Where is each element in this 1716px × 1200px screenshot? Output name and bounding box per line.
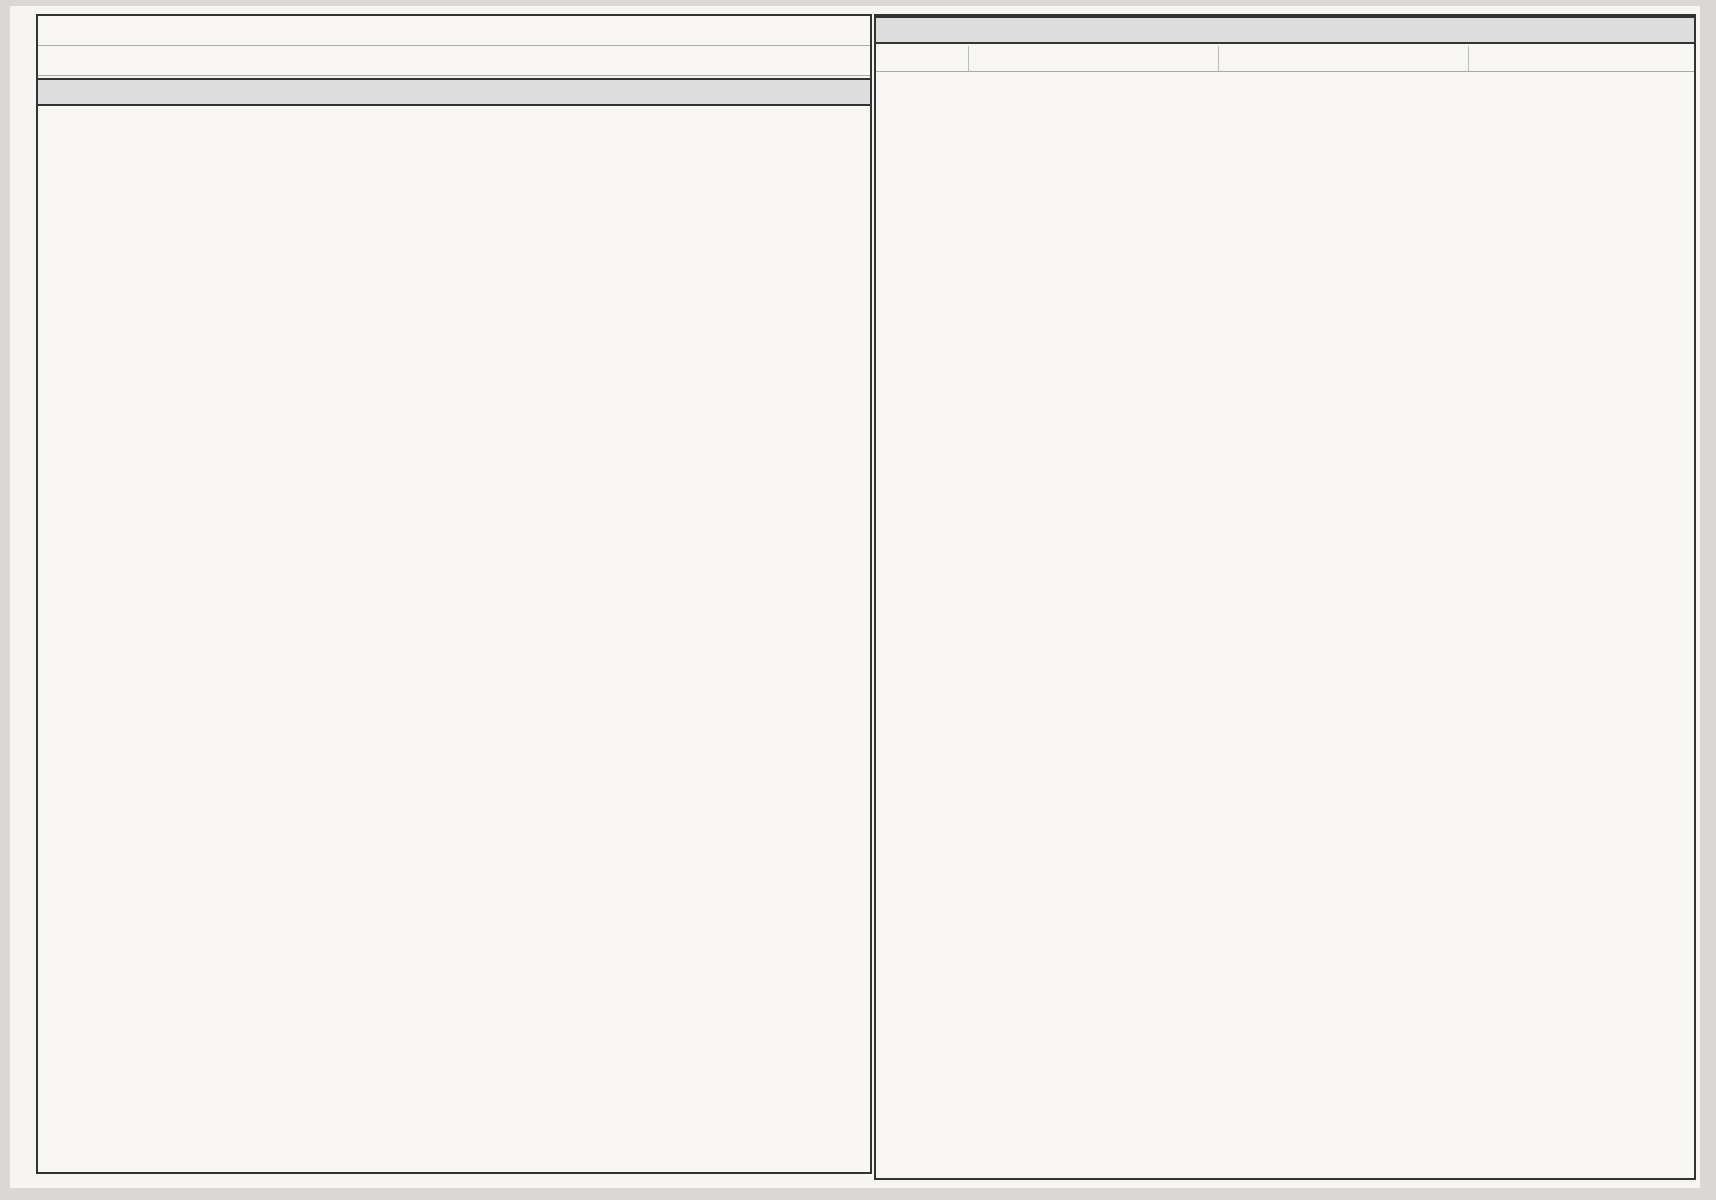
- detail-col-header: [876, 46, 1694, 72]
- col-status: [1218, 46, 1468, 71]
- col-device: [876, 46, 968, 71]
- col-item: [968, 46, 1218, 71]
- left-panel: [36, 14, 872, 1174]
- document-sheet: [10, 6, 1700, 1188]
- doc-number-row: [38, 46, 870, 76]
- col-price: [1468, 46, 1694, 71]
- title-row: [38, 16, 870, 46]
- basic-info-header: [38, 78, 870, 106]
- detail-header: [876, 16, 1694, 44]
- right-panel: [874, 14, 1696, 1180]
